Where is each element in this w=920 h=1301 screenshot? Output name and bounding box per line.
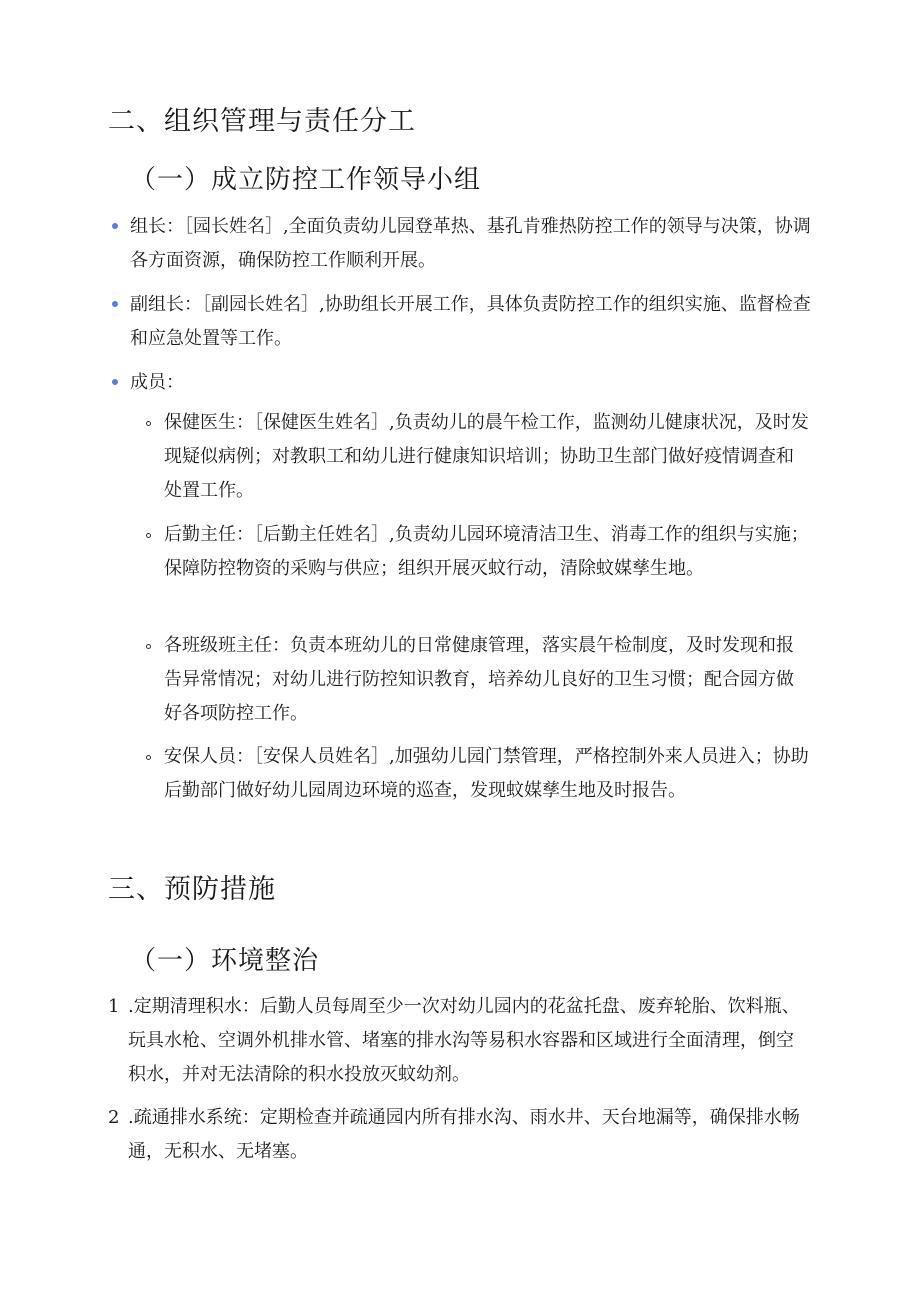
list-item-text: 组长：［园长姓名］,全面负责幼儿园登革热、基孔肯雅热防控工作的领导与决策，协调各方面资源，确保防控工作顺利开展。 (130, 216, 811, 271)
numbered-item-drainage (108, 1101, 808, 1169)
member-item-class-teacher (146, 629, 810, 731)
member-item-text: 保健医生：［保健医生姓名］,负责幼儿的晨午检工作，监测幼儿健康状况，及时发现疑似病例；对教职工和幼儿进行健康知识培训；协助卫生部门做好疫情调查和处置工作。 (164, 412, 809, 501)
circle-bullet-icon (146, 644, 151, 649)
numbered-item-text: .疏通排水系统：定期检查并疏通园内所有排水沟、雨水井、天台地漏等，确保排水畅通，无积水、无堵塞。 (128, 1107, 800, 1162)
list-item-deputy-leader (112, 288, 812, 356)
bullet-icon (112, 223, 118, 229)
circle-bullet-icon (146, 533, 151, 538)
bullet-icon (112, 379, 118, 385)
section-heading-2: 二、组织管理与责任分工 (108, 106, 416, 137)
item-number: 1 (108, 996, 120, 1017)
circle-bullet-icon (146, 755, 151, 760)
subsection-heading-2-1: （一）成立防控工作领导小组 (130, 165, 482, 195)
member-item-security (146, 740, 810, 808)
member-item-text: 后勤主任：［后勤主任姓名］,负责幼儿园环境清洁卫生、消毒工作的组织与实施；保障防控物资的采购与供应；组织开展灭蚊行动，清除蚊媒孳生地。 (164, 524, 809, 579)
list-item-leader (112, 210, 812, 278)
member-item-logistics (146, 518, 810, 586)
circle-bullet-icon (146, 421, 151, 426)
bullet-icon (112, 301, 118, 307)
list-item-text: 成员： (130, 372, 184, 393)
member-item-text: 各班级班主任：负责本班幼儿的日常健康管理，落实晨午检制度，及时发现和报告异常情况；对幼儿进行防控知识教育，培养幼儿良好的卫生习惯；配合园方做好各项防控工作。 (164, 635, 794, 724)
member-item-text: 安保人员：［安保人员姓名］,加强幼儿园门禁管理，严格控制外来人员进入；协助后勤部门做好幼儿园周边环境的巡查，发现蚊媒孳生地及时报告。 (164, 746, 809, 801)
item-number: 2 (108, 1107, 120, 1128)
numbered-item-clear-water (108, 990, 808, 1092)
member-item-doctor (146, 406, 810, 508)
list-item-text: 副组长：［副园长姓名］,协助组长开展工作，具体负责防控工作的组织实施、监督检查和应急处置等工作。 (130, 294, 811, 349)
numbered-item-text: .定期清理积水：后勤人员每周至少一次对幼儿园内的花盆托盘、废弃轮胎、饮料瓶、玩具水枪、空调外机排水管、堵塞的排水沟等易积水容器和区域进行全面清理，倒空积水，并对无法清除的积水投放灭蚊幼剂。 (128, 996, 800, 1085)
section-heading-3: 三、预防措施 (108, 874, 276, 905)
subsection-heading-3-1: （一）环境整治 (130, 946, 320, 976)
list-item-members (112, 366, 812, 400)
